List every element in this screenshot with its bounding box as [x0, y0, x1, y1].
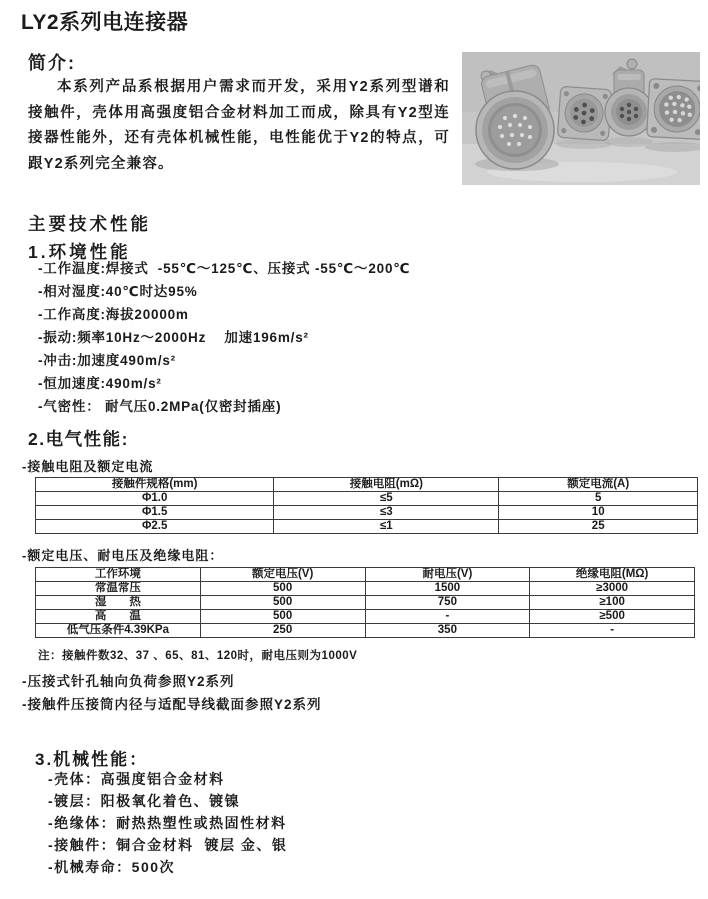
mech-item-shell: -壳体：高强度铝合金材料 [48, 771, 225, 787]
table-header-cell: 接触电阻(mΩ) [274, 478, 499, 492]
ref-item-axial-load: -压接式针孔轴向负荷参照Y2系列 [22, 674, 235, 689]
table-cell: ≤5 [274, 492, 499, 506]
table-header-cell: 工作环境 [36, 568, 201, 582]
table-cell: 350 [365, 624, 530, 638]
table-cell: 250 [200, 624, 365, 638]
table-cell: 常温常压 [36, 582, 201, 596]
table-row [36, 610, 695, 624]
table-cell: Φ1.0 [36, 492, 274, 506]
mech-item-insulator: -绝缘体：耐热热塑性或热固性材料 [48, 815, 287, 831]
electrical-reference-list [22, 675, 322, 721]
ref-item-crimp-barrel: -接触件压接筒内径与适配导线截面参照Y2系列 [22, 697, 322, 712]
table-header-row [36, 478, 698, 492]
table-cell: 1500 [365, 582, 530, 596]
voltage-insulation-table [35, 567, 695, 638]
table-cell: Φ2.5 [36, 520, 274, 534]
table2-label: -额定电压、耐电压及绝缘电阻： [22, 548, 224, 563]
mech-item-lifetime: -机械寿命：500次 [48, 859, 176, 875]
table-cell: ≥3000 [530, 582, 695, 596]
table-cell: 5 [499, 492, 698, 506]
table-row [36, 624, 695, 638]
env-item-temperature: -工作温度:焊接式 -55℃～125℃、压接式 -55℃～200℃ [38, 261, 411, 276]
table-cell: 低气压条件4.39KPa [36, 624, 201, 638]
table-header-cell: 绝缘电阻(MΩ) [530, 568, 695, 582]
mech-item-plating: -镀层：阳极氧化着色、镀镍 [48, 793, 241, 809]
table-cell: 500 [200, 582, 365, 596]
table1-label: -接触电阻及额定电流 [22, 459, 154, 474]
table-header-cell: 耐电压(V) [365, 568, 530, 582]
table-cell: 10 [499, 506, 698, 520]
table-cell: ≤3 [274, 506, 499, 520]
table-row [36, 596, 695, 610]
env-item-acceleration: -恒加速度:490m/s² [38, 376, 162, 391]
connector-product-photo-image [462, 52, 700, 185]
table-cell: 25 [499, 520, 698, 534]
table-cell: 750 [365, 596, 530, 610]
mechanical-list [48, 772, 287, 882]
table-header-cell: 额定电压(V) [200, 568, 365, 582]
env-item-vibration: -振动:频率10Hz～2000Hz 加速196m/s² [38, 330, 309, 345]
table-cell: - [530, 624, 695, 638]
environmental-list [38, 262, 410, 423]
table-row [36, 506, 698, 520]
connector-receptacle-large [647, 79, 700, 140]
section-heading-environmental: 1.环境性能 [28, 242, 131, 262]
section-heading-mechanical: 3.机械性能： [35, 750, 149, 769]
table-note: 注：接触件数32、37 、65、81、120时，耐电压则为1000V [38, 650, 358, 662]
table-cell: 500 [200, 596, 365, 610]
product-photo [462, 52, 700, 185]
page-title: LY2系列电连接器 [21, 11, 189, 34]
connector-plug-large [476, 64, 554, 169]
table-row [36, 582, 695, 596]
table-cell: ≥100 [530, 596, 695, 610]
table-cell: ≤1 [274, 520, 499, 534]
table-row [36, 520, 698, 534]
table-cell: - [365, 610, 530, 624]
table-header-cell: 额定电流(A) [499, 478, 698, 492]
section-heading-electrical: 2.电气性能: [28, 429, 129, 449]
intro-paragraph: 本系列产品系根据用户需求而开发，采用Y2系列型谱和接触件，壳体用高强度铝合金材料加工而成，除具有Y2型连接器性能外，还有壳体机械性能，电性能优于Y2的特点，可跟Y2系列完全兼容。 [28, 79, 450, 173]
env-item-altitude: -工作高度:海拔20000m [38, 307, 189, 322]
table-row [36, 492, 698, 506]
intro-heading: 简介: [28, 53, 76, 73]
mech-item-contacts: -接触件：铜合金材料 镀层 金、银 [48, 837, 288, 853]
table-header-cell: 接触件规格(mm) [36, 478, 274, 492]
section-heading-tech: 主要技术性能 [28, 214, 151, 234]
table-cell: ≥500 [530, 610, 695, 624]
table-cell: 高 温 [36, 610, 201, 624]
table-cell: 湿 热 [36, 596, 201, 610]
connector-receptacle-small [557, 86, 611, 140]
contact-resistance-table [35, 477, 698, 534]
env-item-airtightness: -气密性： 耐气压0.2MPa(仅密封插座) [38, 399, 282, 414]
env-item-shock: -冲击:加速度490m/s² [38, 353, 176, 368]
env-item-humidity: -相对湿度:40℃时达95% [38, 284, 198, 299]
table-cell: 500 [200, 610, 365, 624]
table-header-row [36, 568, 695, 582]
table-cell: Φ1.5 [36, 506, 274, 520]
